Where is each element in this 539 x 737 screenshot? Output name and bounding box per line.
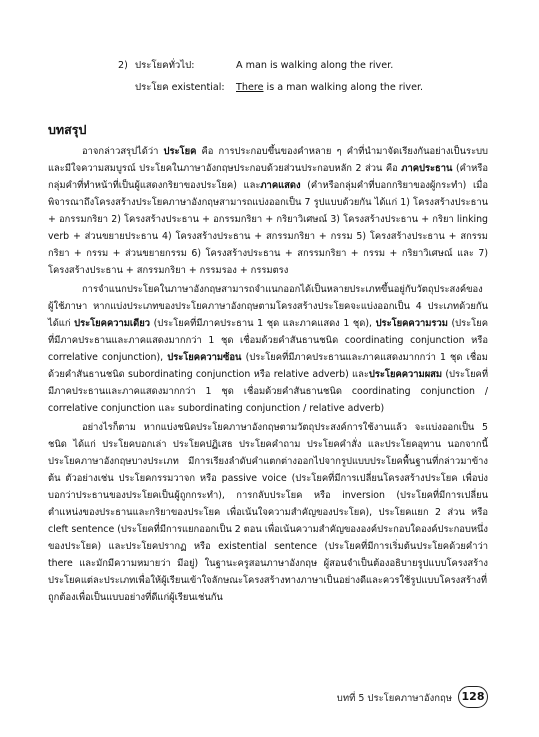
- summary-body: [48, 143, 488, 608]
- example-label: ประโยค existential:: [135, 82, 225, 93]
- example-english: There is a man walking along the river.: [236, 82, 424, 93]
- example-english: A man is walking along the river.: [236, 60, 394, 71]
- section-heading: บทสรุป: [48, 122, 87, 137]
- example-number: 2): [118, 60, 128, 71]
- paragraph-2: การจำแนกประโยคในภาษาอังกฤษสามารถจำแนกออกได้เป็นหลายประเภทขึ้นอยู่กับวัตถุประสงค์ของผู้ใช้ภาษา หากแบ่งประเภทของประโยคภาษาอังกฤษตามโครงสร้างประโยคจะแบ่งออกเป็น 4 ประเภทด้วยกัน ได้แก่ ประโยคความเดียว (ประโยคที่มีภาคประธาน 1 ชุด และภาคแสดง 1 ชุด), ประโยคความรวม (ประโยคที่มีภาคประธานและภาคแสดงมากกว่า 1 ชุด เชื่อมด้วยคำสันธานชนิด coordinating conjunction หรือ correlative conjunction), ประโยคความซ้อน (ประโยคที่มีภาคประธานและภาคแสดงมากกว่า 1 ชุด เชื่อมด้วยคำสันธานชนิด subordinating conjunction หรือ relative adverb) และประโยคความผสม (ประโยคที่มีภาคประธานและภาคแสดงมากกว่า 1 ชุด เชื่อมด้วยคำสันธานชนิด coordinating conjunction / correlative conjunction และ subordinating conjunction / relative adverb): [48, 284, 489, 414]
- page-number: 128: [458, 686, 488, 708]
- chapter-title: บทที่ 5 ประโยคภาษาอังกฤษ: [336, 693, 452, 704]
- paragraph-3: อย่างไรก็ตาม หากแบ่งชนิดประโยคภาษาอังกฤษตามวัตถุประสงค์การใช้งานแล้ว จะแบ่งออกเป็น 5 ชนิด ได้แก่ ประโยคบอกเล่า ประโยคปฏิเสธ ประโยคคำถาม ประโยคคำสั่ง และประโยคอุทาน นอกจากนี้ ประโยคภาษาอังกฤษบางประเภท มีการเรียงลำดับคำแตกต่างออกไปจากรูปแบบประโยคพื้นฐานที่กล่าวมาข้างต้น ตัวอย่างเช่น ประโยคกรรมวาจก หรือ passive voice (ประโยคที่มีการเปลี่ยนโครงสร้างประโยค เพื่อบ่งบอกว่าประธานของประโยคเป็นผู้ถูกกระทำ), การกลับประโยค หรือ inversion (ประโยคที่มีการเปลี่ยนตำแหน่งของประธานและกริยาของประโยค เพื่อเน้นใจความสำคัญของประโยค), ประโยคแยก 2 ส่วน หรือ cleft sentence (ประโยคที่มีการแยกออกเป็น 2 ตอน เพื่อเน้นความสำคัญขององค์ประกอบใดองค์ประกอบหนึ่งของประโยค) และประโยคปรากฏ หรือ existential sentence (ประโยคที่มีการเริ่มต้นประโยคด้วยคำว่า there และมักมีความหมายว่า มีอยู่) ในฐานะครูสอนภาษาอังกฤษ ผู้สอนจำเป็นต้องอธิบายรูปแบบโครงสร้างประโยคแต่ละประเภทเพื่อให้ผู้เรียนเข้าใจลักษณะโครงสร้างทางภาษาเป็นอย่างดีและควรใช้รูปแบบโครงสร้างที่ถูกต้องเพื่อเป็นแบบอย่างที่ดีแก่ผู้เรียนเช่นกัน: [48, 422, 488, 603]
- paragraph-1: อาจกล่าวสรุปได้ว่า ประโยค คือ การประกอบขึ้นของคำหลาย ๆ คำที่นำมาจัดเรียงกันอย่างเป็นระบบและมีใจความสมบูรณ์ ประโยคในภาษาอังกฤษประกอบด้วยส่วนประกอบหลัก 2 ส่วน คือ ภาคประธาน (คำหรือกลุ่มคำที่ทำหน้าที่เป็นผู้แสดงกริยาของประโยค) และภาคแสดง (คำหรือกลุ่มคำที่บอกกริยาของผู้กระทำ) เมื่อพิจารณาถึงโครงสร้างประโยคภาษาอังกฤษสามารถแบ่งออกเป็น 7 รูปแบบด้วยกัน ได้แก่ 1) โครงสร้างประธาน + อกรรมกริยา 2) โครงสร้างประธาน + อกรรมกริยา + กริยาวิเศษณ์ 3) โครงสร้างประธาน + กริยา linking verb + ส่วนขยายประธาน 4) โครงสร้างประธาน + สกรรมกริยา + กรรม 5) โครงสร้างประธาน + สกรรมกริยา + กรรม + ส่วนขยายกรรม 6) โครงสร้างประธาน + สกรรมกริยา + กรรม + กริยาวิเศษณ์ และ 7) โครงสร้างประธาน + สกรรมกริยา + กรรมรอง + กรรมตรง: [48, 146, 489, 276]
- underlined-there: There: [236, 82, 264, 93]
- example-label: ประโยคทั่วไป:: [135, 60, 195, 71]
- page-footer: [330, 686, 488, 710]
